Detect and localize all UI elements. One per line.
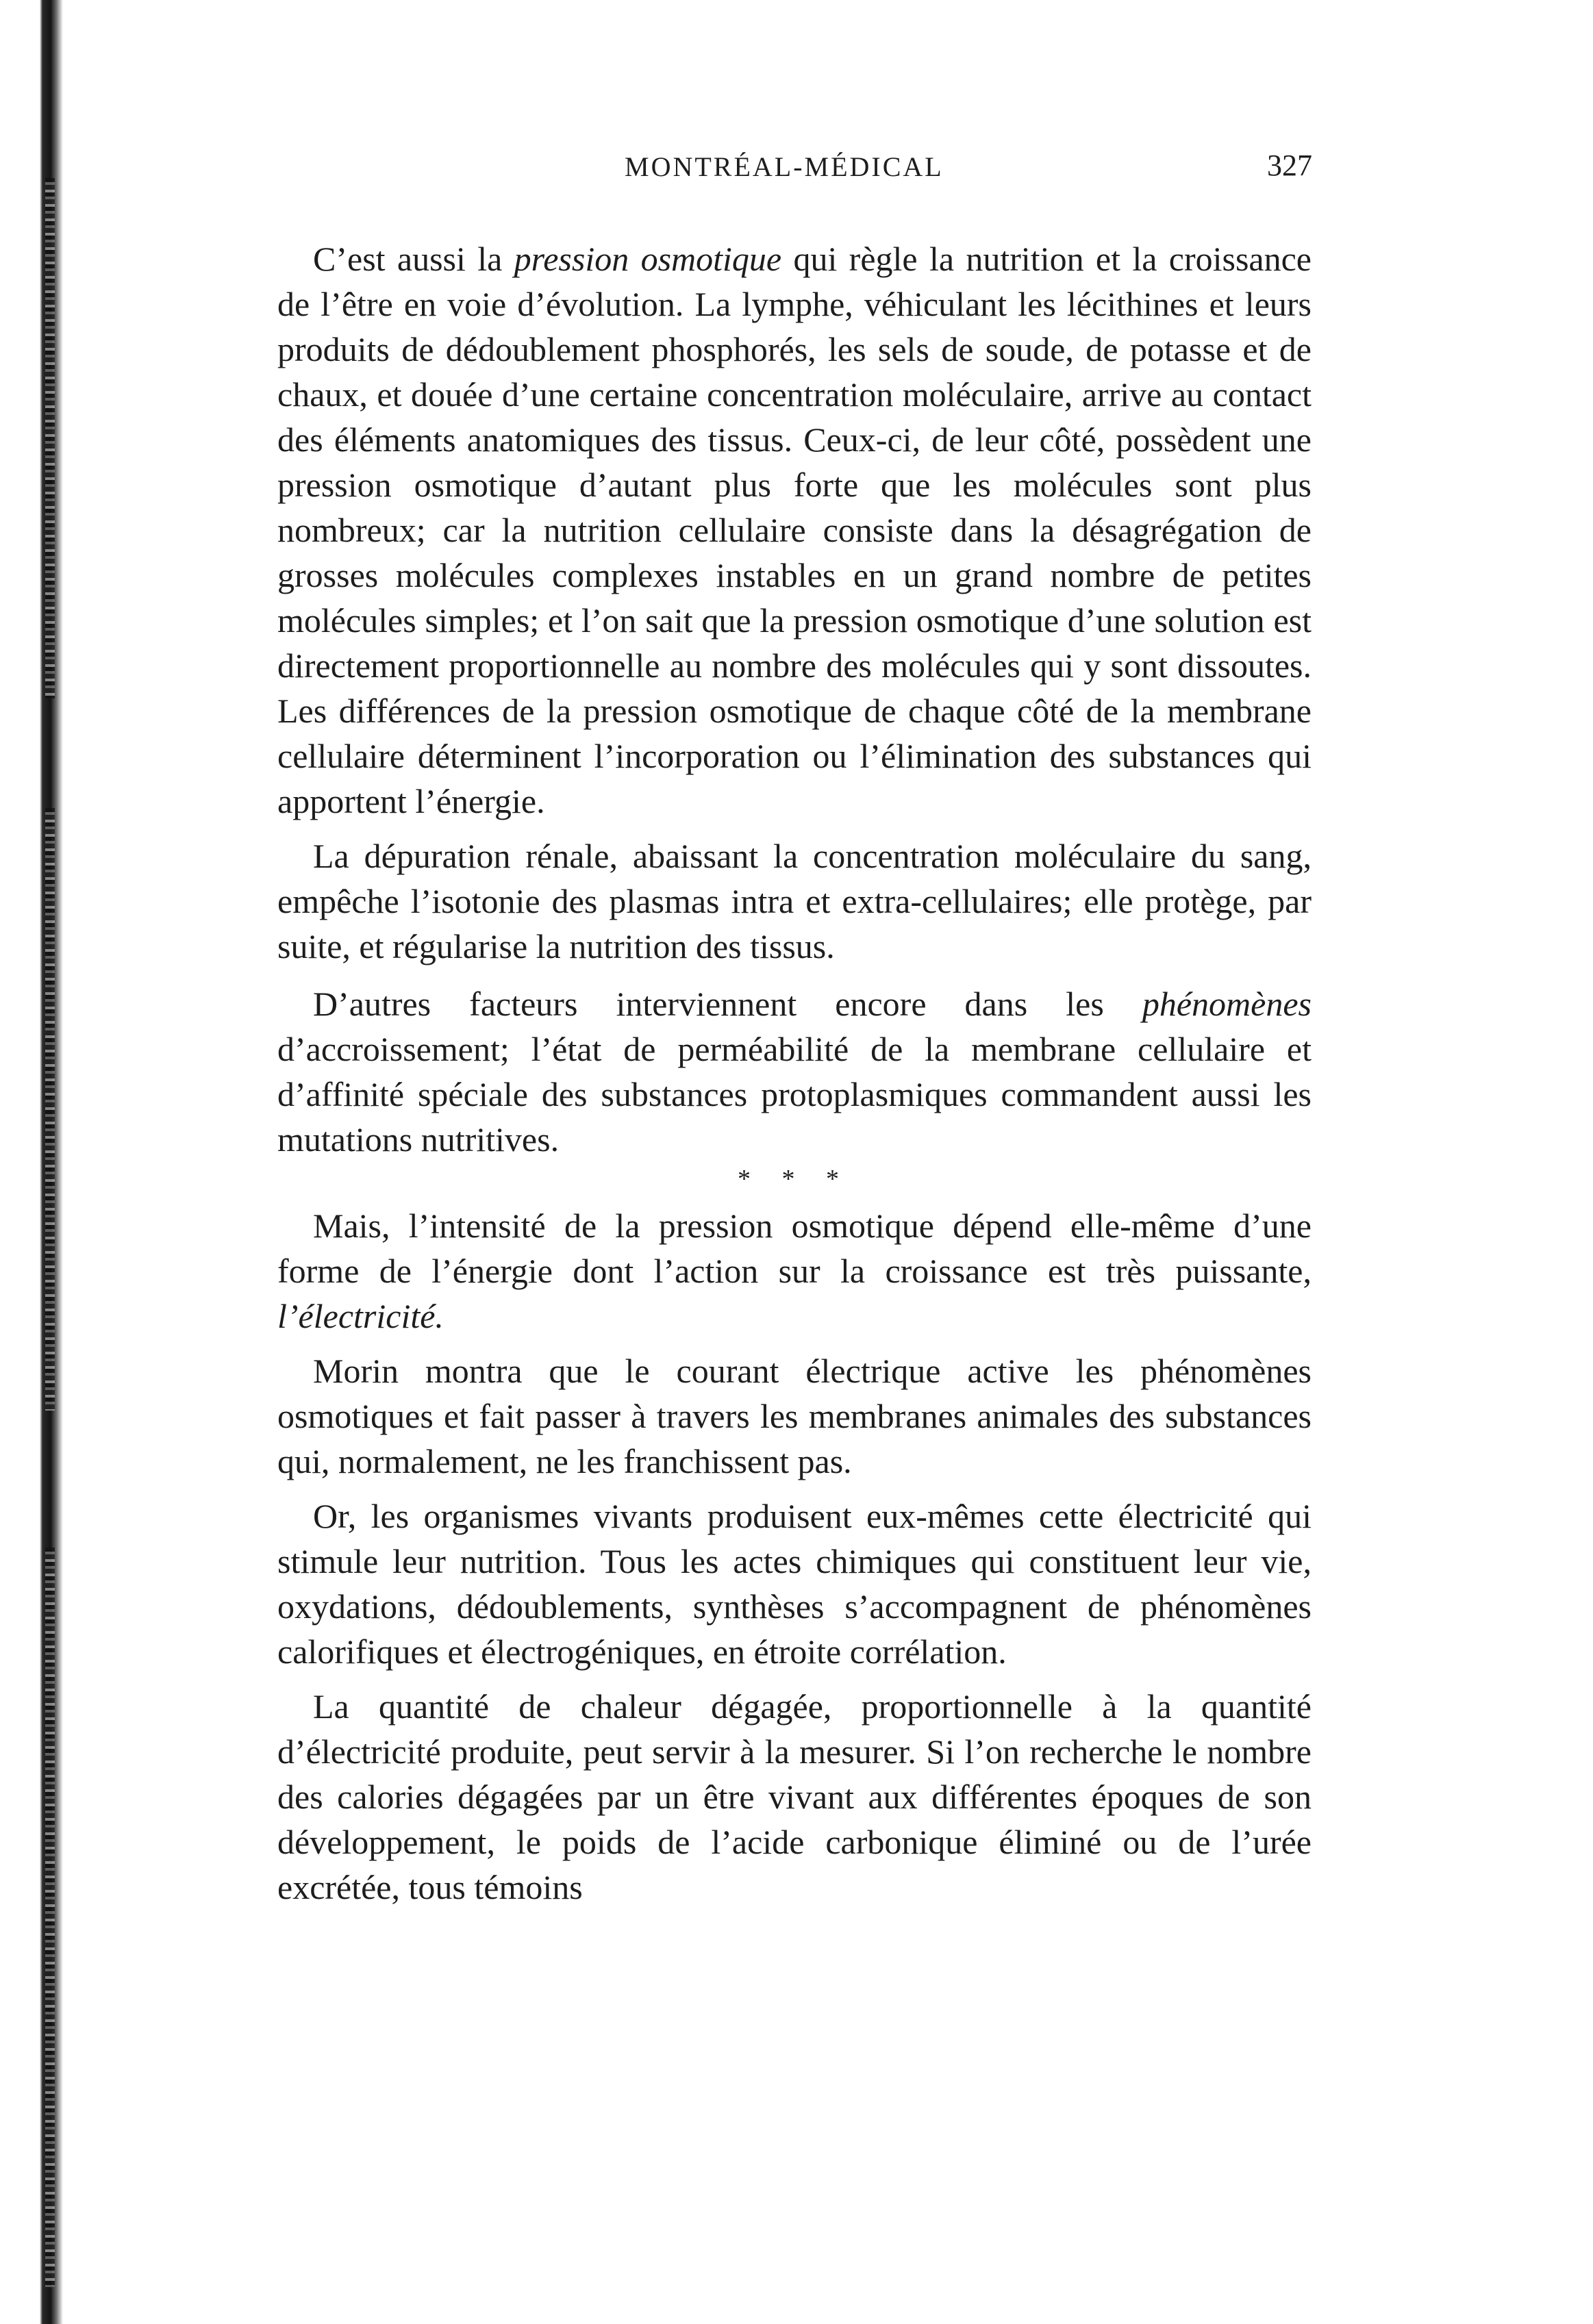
section-break-asterisms: * * * bbox=[738, 1165, 851, 1193]
paragraph-electricity bbox=[277, 1203, 1312, 1339]
running-title: MONTRÉAL-MÉDICAL bbox=[625, 151, 944, 182]
paragraph-text: La quantité de chaleur dégagée, proportionnelle à la quantité d’électricité produite, peut servir à la mesurer. Si l’on recherche le nombre des calories dégagées par un être vivant aux différentes époques de son développement, le poids de l’acide carbonique éliminé ou de l’urée excrétée, tous témoins bbox=[277, 1687, 1312, 1906]
paragraph-text: Or, les organismes vivants produisent eux-mêmes cette électricité qui stimule leur nutrition. Tous les actes chimiques qui constituent leur vie, oxydations, dédoublements, synthèses s’accompagnent de phénomènes calorifiques et électrogéniques, en étroite corrélation. bbox=[277, 1497, 1312, 1671]
binding-edge-specks-top bbox=[45, 178, 55, 698]
paragraph-growth-factors bbox=[277, 981, 1312, 1162]
paragraph-living-organisms bbox=[277, 1493, 1312, 1674]
paragraph-morin-current bbox=[277, 1348, 1312, 1484]
running-head bbox=[282, 144, 1312, 192]
paragraph-renal-depuration bbox=[277, 833, 1312, 969]
paragraph-text: d’accroissement; l’état de perméabilité de la membrane cellulaire et d’affinité spéciale des substances protoplasmiques commandent aussi les mutations nutritives. bbox=[277, 1030, 1312, 1159]
paragraph-text: D’autres facteurs interviennent encore dans les bbox=[313, 985, 1142, 1023]
paragraph-text: Mais, l’intensité de la pression osmotique dépend elle-même d’une forme de l’énergie dont l’action sur la croissance est très puissante, bbox=[277, 1207, 1312, 1290]
paragraph-text: La dépuration rénale, abaissant la concentration moléculaire du sang, empêche l’isotonie des plasmas intra et extra-cellulaires; elle protège, par suite, et régularise la nutrition des tissus. bbox=[277, 837, 1312, 965]
paragraph-text: qui règle la nutrition et la croissance de l’être en voie d’évolution. La lymphe, véhiculant les lécithines et leurs produits de dédoublement phosphorés, les sels de soude, de potasse et de chaux, et douée d’une certaine concentration moléculaire, arrive au contact des éléments anatomiques des tissus. Ceux-ci, de leur côté, possèdent une pression osmotique d’autant plus forte que les molécules sont plus nombreux; car la nutrition cellulaire consiste dans la désagrégation de grosses molécules complexes instables en un grand nombre de petites molécules simples; et l’on sait que la pression osmotique d’une solution est directement proportionnelle au nombre des molécules qui y sont dissoutes. Les différences de la pression osmotique de chaque côté de la membrane cellulaire déterminent l’incorporation ou l’élimination des substances qui apportent l’énergie. bbox=[277, 240, 1312, 820]
paragraph-osmotic-pressure bbox=[277, 236, 1312, 824]
page-binding-edge bbox=[0, 0, 65, 2324]
emphasis-text: l’électricité. bbox=[277, 1297, 444, 1335]
paragraph-text: Morin montra que le courant électrique active les phénomènes osmotiques et fait passer à travers les membranes animales des substances qui, normalement, ne les franchissent pas. bbox=[277, 1352, 1312, 1480]
page-number: 327 bbox=[1267, 149, 1312, 182]
paragraph-heat-quantity bbox=[277, 1684, 1312, 1910]
emphasis-text: pression osmotique bbox=[514, 240, 782, 278]
binding-edge-specks-middle bbox=[45, 808, 55, 1411]
emphasis-text: phénomènes bbox=[1142, 985, 1312, 1023]
article-body bbox=[277, 236, 1312, 1910]
paragraph-text: C’est aussi la bbox=[313, 240, 514, 278]
binding-edge-specks-bottom bbox=[45, 1548, 55, 2287]
